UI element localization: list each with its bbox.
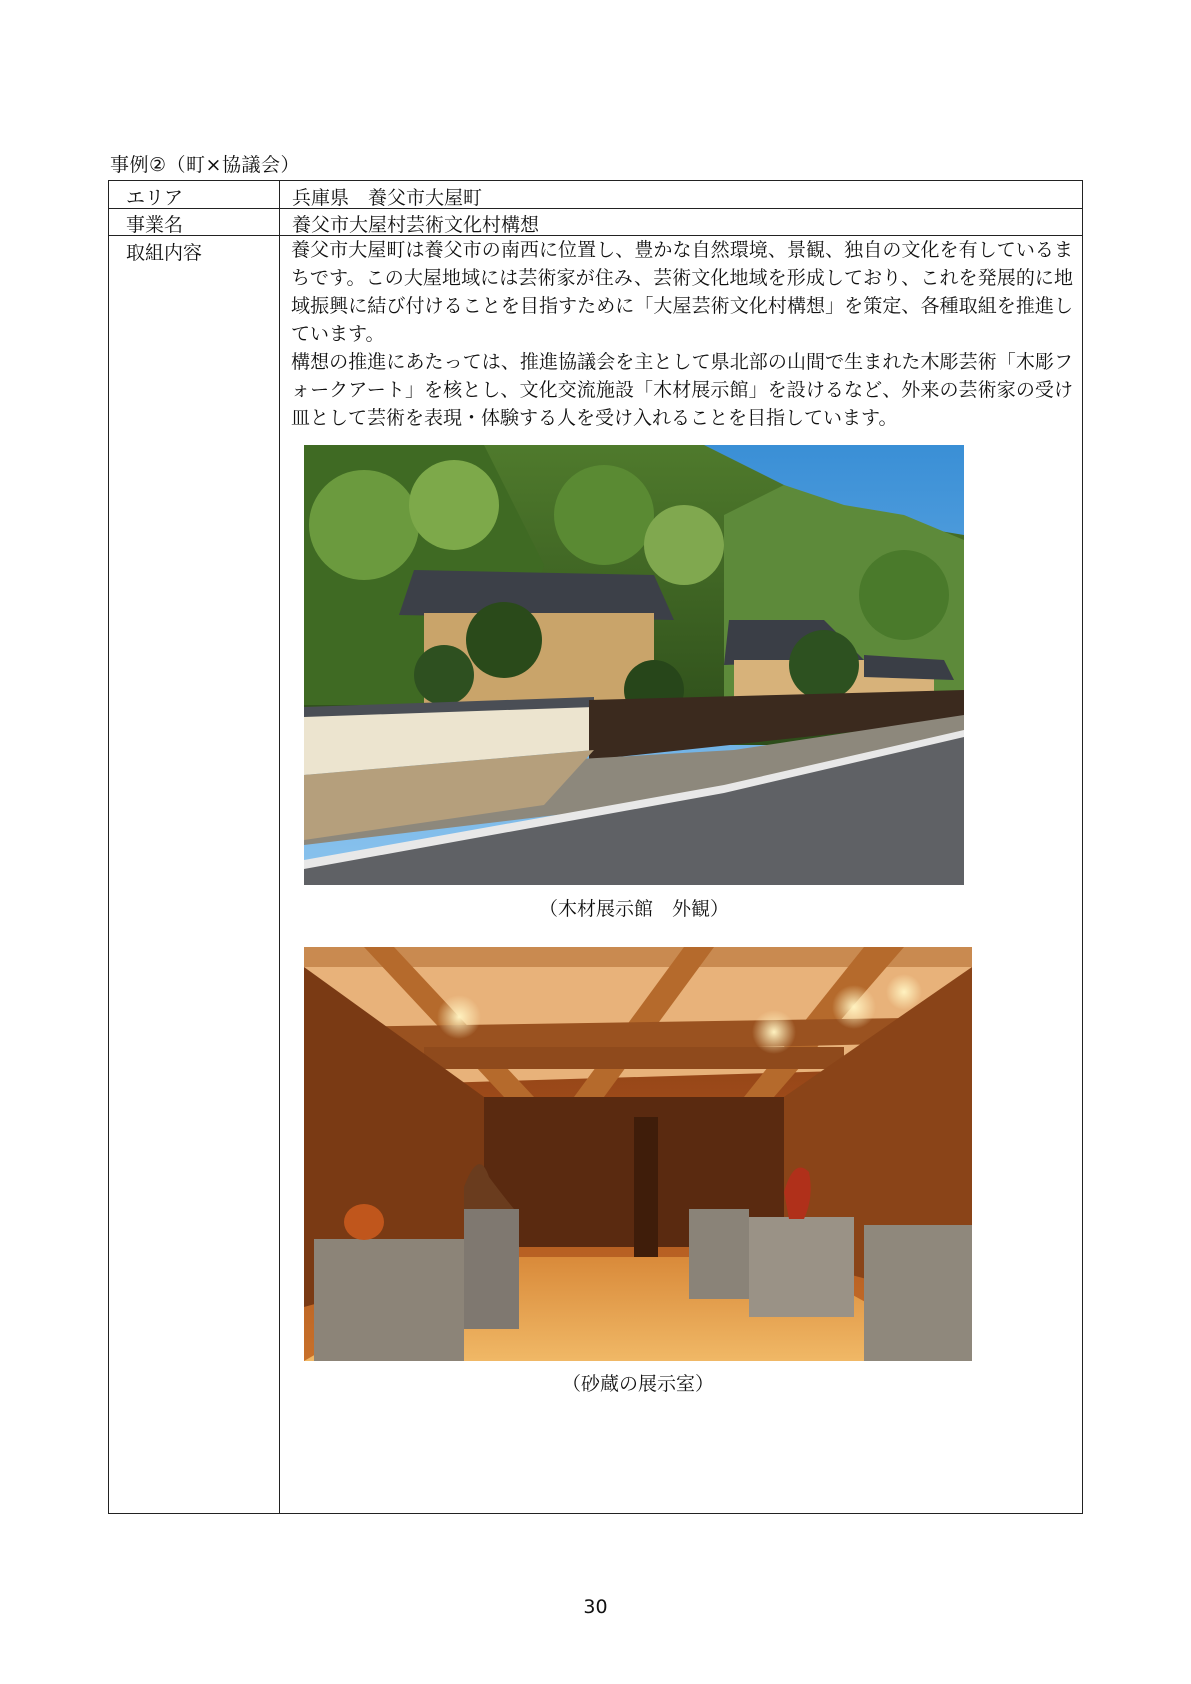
case-heading: 事例②（町×協議会） <box>110 154 300 176</box>
label-column <box>109 181 280 1513</box>
area-label: エリア <box>126 187 184 209</box>
row-divider <box>109 208 1082 209</box>
project-name-label: 事業名 <box>126 214 184 236</box>
case-table <box>108 180 1083 1514</box>
area-value: 兵庫県 養父市大屋町 <box>292 187 483 209</box>
exhibition-room-interior-photo <box>304 947 972 1361</box>
page-number: 30 <box>583 1596 608 1618</box>
description-paragraph-2: 構想の推進にあたっては、推進協議会を主として県北部の山間で生まれた木彫芸術「木彫フォークアート」を核とし、文化交流施設「木材展示館」を設けるなど、外来の芸術家の受け皿として芸術を表現・体験する人を受け入れることを目指しています。 <box>291 351 1073 429</box>
interior-photo-caption: （砂蔵の展示室） <box>561 1373 714 1395</box>
activity-label: 取組内容 <box>126 242 203 264</box>
exhibition-hall-exterior-photo <box>304 445 964 885</box>
project-name-value: 養父市大屋村芸術文化村構想 <box>292 214 540 236</box>
exterior-photo-caption: （木材展示館 外観） <box>538 898 729 920</box>
description-paragraph-1: 養父市大屋町は養父市の南西に位置し、豊かな自然環境、景観、独自の文化を有しているまちです。この大屋地域には芸術家が住み、芸術文化地域を形成しており、これを発展的に地域振興に結び付けることを目指すために「大屋芸術文化村構想」を策定、各種取組を推進しています。 <box>291 239 1073 345</box>
activity-description <box>291 236 1073 432</box>
